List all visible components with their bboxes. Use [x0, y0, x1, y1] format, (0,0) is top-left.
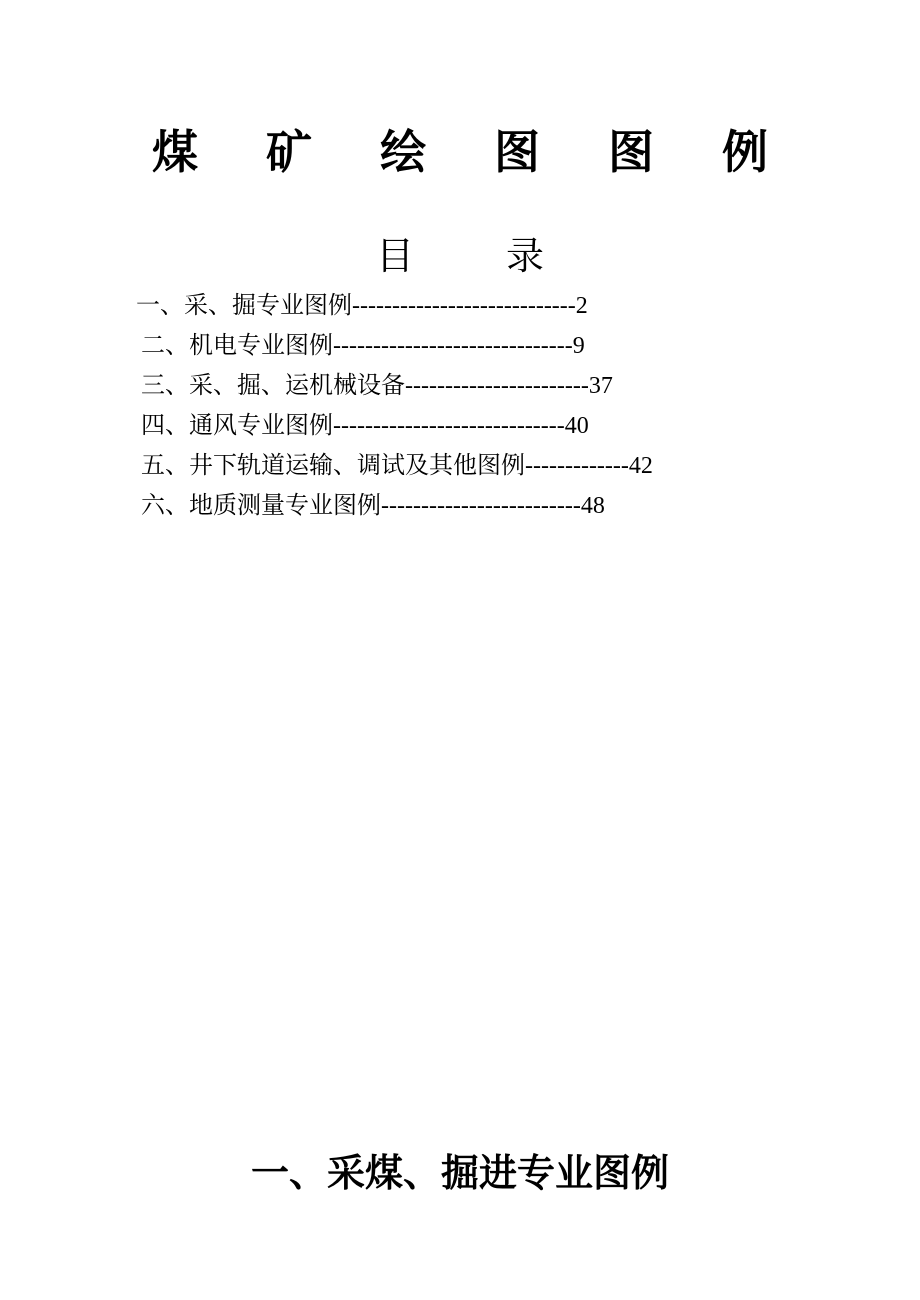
- section-heading: 一、采煤、掘进专业图例: [250, 1150, 669, 1195]
- toc-entry-leader: -----------------------------: [333, 413, 565, 439]
- toc-entry-page: 2: [575, 293, 588, 319]
- toc-entry-leader: -------------: [525, 453, 629, 479]
- toc-entry-label: 一、采、掘专业图例: [136, 293, 352, 319]
- toc-entry-page: 9: [572, 333, 585, 359]
- document-title: 煤 矿 绘 图 图 例: [151, 125, 795, 179]
- toc-entry-page: 37: [588, 373, 613, 399]
- toc-entry-2[interactable]: [141, 325, 585, 365]
- toc-entry-label: 六、地质测量专业图例: [141, 493, 381, 519]
- toc-entry-5[interactable]: [141, 445, 653, 485]
- toc-entry-page: 40: [564, 413, 589, 439]
- toc-entry-label: 二、机电专业图例: [141, 333, 333, 359]
- toc-entry-1[interactable]: [136, 285, 588, 325]
- toc-entry-leader: ------------------------------: [333, 333, 573, 359]
- toc-entry-page: 42: [628, 453, 653, 479]
- toc-entry-leader: -----------------------: [405, 373, 589, 399]
- toc-entry-label: 三、采、掘、运机械设备: [141, 373, 405, 399]
- toc-entry-4[interactable]: [141, 405, 589, 445]
- toc-heading: 目 录: [375, 234, 585, 278]
- toc-entry-leader: ----------------------------: [352, 293, 576, 319]
- toc-entry-leader: -------------------------: [381, 493, 581, 519]
- toc-entry-label: 五、井下轨道运输、调试及其他图例: [141, 453, 525, 479]
- toc-entry-page: 48: [580, 493, 605, 519]
- toc-entry-6[interactable]: [141, 485, 605, 525]
- toc-entry-label: 四、通风专业图例: [141, 413, 333, 439]
- toc-entry-3[interactable]: [141, 365, 613, 405]
